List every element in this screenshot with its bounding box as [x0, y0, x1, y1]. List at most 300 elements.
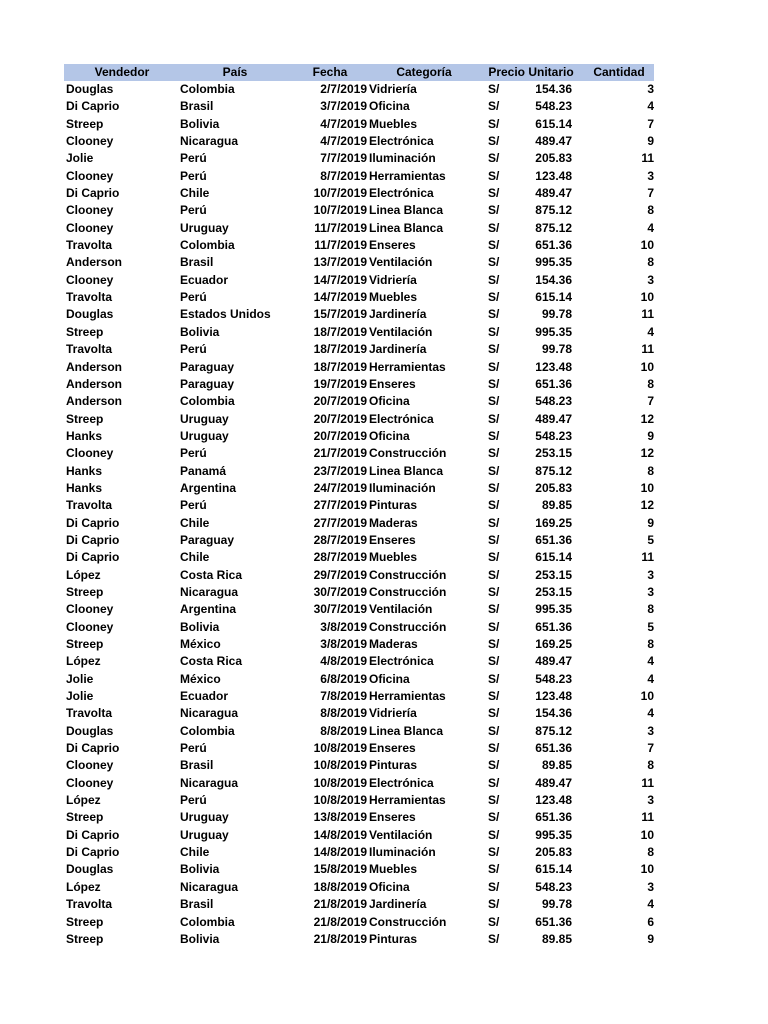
cell-moneda[interactable]: S/: [488, 272, 500, 287]
cell-categoria[interactable]: Vidriería: [369, 272, 417, 287]
cell-moneda[interactable]: S/: [488, 203, 500, 218]
cell-moneda[interactable]: S/: [488, 827, 500, 842]
cell-precio-unitario[interactable]: 875.12: [535, 723, 572, 738]
cell-pais[interactable]: Ecuador: [180, 272, 229, 287]
cell-fecha[interactable]: 8/8/2019: [320, 706, 367, 721]
cell-pais[interactable]: Nicaragua: [180, 134, 239, 149]
cell-fecha[interactable]: 14/8/2019: [313, 845, 367, 860]
cell-fecha[interactable]: 15/8/2019: [313, 862, 367, 877]
cell-fecha[interactable]: 20/7/2019: [313, 411, 367, 426]
cell-precio-unitario[interactable]: 615.14: [535, 116, 572, 131]
cell-pais[interactable]: Paraguay: [180, 376, 235, 391]
cell-vendedor[interactable]: Di Caprio: [66, 532, 120, 547]
cell-precio-unitario[interactable]: 548.23: [535, 394, 572, 409]
cell-precio-unitario[interactable]: 154.36: [535, 272, 572, 287]
cell-precio-unitario[interactable]: 99.78: [541, 307, 572, 322]
cell-pais[interactable]: Colombia: [180, 238, 235, 253]
cell-precio-unitario[interactable]: 169.25: [535, 515, 572, 530]
cell-vendedor[interactable]: Travolta: [66, 706, 113, 721]
header-vendedor[interactable]: Vendedor: [94, 65, 150, 79]
cell-moneda[interactable]: S/: [488, 758, 500, 773]
cell-categoria[interactable]: Jardinería: [369, 342, 427, 357]
cell-moneda[interactable]: S/: [488, 82, 500, 96]
cell-fecha[interactable]: 10/8/2019: [313, 775, 367, 790]
cell-pais[interactable]: Costa Rica: [180, 654, 243, 669]
cell-precio-unitario[interactable]: 123.48: [535, 359, 572, 374]
cell-categoria[interactable]: Muebles: [369, 550, 418, 565]
cell-precio-unitario[interactable]: 89.85: [541, 931, 572, 946]
cell-fecha[interactable]: 10/8/2019: [313, 758, 367, 773]
cell-categoria[interactable]: Jardinería: [369, 307, 427, 322]
cell-vendedor[interactable]: Streep: [66, 584, 104, 599]
cell-precio-unitario[interactable]: 651.36: [535, 238, 572, 253]
cell-fecha[interactable]: 18/8/2019: [313, 879, 367, 894]
cell-precio-unitario[interactable]: 205.83: [535, 480, 572, 495]
cell-fecha[interactable]: 10/7/2019: [313, 203, 367, 218]
cell-pais[interactable]: Colombia: [180, 914, 235, 929]
cell-vendedor[interactable]: Clooney: [66, 272, 114, 287]
cell-cantidad[interactable]: 12: [640, 411, 654, 426]
cell-fecha[interactable]: 21/7/2019: [313, 446, 367, 461]
cell-fecha[interactable]: 11/7/2019: [314, 220, 367, 235]
cell-moneda[interactable]: S/: [488, 134, 500, 149]
cell-fecha[interactable]: 10/8/2019: [313, 741, 367, 756]
cell-precio-unitario[interactable]: 89.85: [541, 758, 572, 773]
cell-fecha[interactable]: 30/7/2019: [313, 584, 367, 599]
cell-vendedor[interactable]: Di Caprio: [66, 515, 120, 530]
cell-fecha[interactable]: 7/7/2019: [320, 151, 367, 166]
cell-moneda[interactable]: S/: [488, 689, 500, 704]
cell-cantidad[interactable]: 10: [640, 862, 654, 877]
cell-categoria[interactable]: Electrónica: [369, 411, 434, 426]
cell-moneda[interactable]: S/: [488, 359, 500, 374]
cell-cantidad[interactable]: 3: [647, 723, 654, 738]
cell-pais[interactable]: Perú: [180, 168, 207, 183]
cell-pais[interactable]: Estados Unidos: [180, 307, 271, 322]
cell-pais[interactable]: Uruguay: [180, 411, 229, 426]
cell-precio-unitario[interactable]: 615.14: [535, 550, 572, 565]
cell-categoria[interactable]: Enseres: [369, 810, 416, 825]
cell-fecha[interactable]: 8/7/2019: [320, 168, 367, 183]
cell-precio-unitario[interactable]: 253.15: [535, 446, 572, 461]
cell-precio-unitario[interactable]: 651.36: [535, 532, 572, 547]
cell-vendedor[interactable]: Travolta: [66, 342, 113, 357]
cell-vendedor[interactable]: Clooney: [66, 602, 114, 617]
cell-categoria[interactable]: Oficina: [369, 99, 410, 114]
cell-cantidad[interactable]: 10: [640, 689, 654, 704]
cell-categoria[interactable]: Vidriería: [369, 706, 417, 721]
cell-precio-unitario[interactable]: 995.35: [535, 827, 572, 842]
cell-pais[interactable]: Brasil: [180, 897, 214, 912]
cell-categoria[interactable]: Maderas: [369, 515, 418, 530]
header-fecha[interactable]: Fecha: [312, 65, 348, 79]
cell-vendedor[interactable]: López: [66, 793, 101, 808]
cell-precio-unitario[interactable]: 548.23: [535, 99, 572, 114]
cell-cantidad[interactable]: 4: [647, 99, 654, 114]
cell-vendedor[interactable]: Streep: [66, 914, 104, 929]
cell-vendedor[interactable]: Jolie: [66, 151, 94, 166]
cell-precio-unitario[interactable]: 875.12: [535, 203, 572, 218]
cell-categoria[interactable]: Iluminación: [369, 151, 436, 166]
cell-cantidad[interactable]: 3: [647, 567, 654, 582]
cell-pais[interactable]: Chile: [180, 845, 210, 860]
cell-moneda[interactable]: S/: [488, 862, 500, 877]
cell-fecha[interactable]: 14/7/2019: [313, 272, 367, 287]
cell-categoria[interactable]: Construcción: [369, 446, 447, 461]
header-cantidad[interactable]: Cantidad: [593, 65, 645, 79]
cell-vendedor[interactable]: Travolta: [66, 897, 113, 912]
cell-categoria[interactable]: Construcción: [369, 619, 447, 634]
cell-moneda[interactable]: S/: [488, 741, 500, 756]
cell-precio-unitario[interactable]: 875.12: [535, 220, 572, 235]
cell-pais[interactable]: Perú: [180, 741, 207, 756]
cell-pais[interactable]: Perú: [180, 203, 207, 218]
cell-categoria[interactable]: Electrónica: [369, 186, 434, 201]
cell-pais[interactable]: Perú: [180, 498, 207, 513]
cell-pais[interactable]: Brasil: [180, 758, 214, 773]
cell-cantidad[interactable]: 9: [647, 428, 654, 443]
cell-precio-unitario[interactable]: 875.12: [535, 463, 572, 478]
cell-pais[interactable]: Brasil: [180, 255, 214, 270]
cell-vendedor[interactable]: Di Caprio: [66, 550, 120, 565]
cell-precio-unitario[interactable]: 995.35: [535, 324, 572, 339]
cell-vendedor[interactable]: Anderson: [66, 359, 123, 374]
cell-fecha[interactable]: 24/7/2019: [313, 480, 367, 495]
cell-vendedor[interactable]: Di Caprio: [66, 186, 120, 201]
cell-categoria[interactable]: Muebles: [369, 116, 418, 131]
cell-categoria[interactable]: Maderas: [369, 637, 418, 651]
cell-fecha[interactable]: 21/8/2019: [313, 897, 367, 912]
cell-moneda[interactable]: S/: [488, 515, 500, 530]
cell-cantidad[interactable]: 3: [647, 168, 654, 183]
cell-cantidad[interactable]: 3: [647, 584, 654, 599]
cell-cantidad[interactable]: 8: [647, 845, 654, 860]
cell-precio-unitario[interactable]: 205.83: [535, 845, 572, 860]
cell-cantidad[interactable]: 3: [647, 879, 654, 894]
cell-moneda[interactable]: S/: [488, 914, 500, 929]
cell-cantidad[interactable]: 8: [647, 602, 654, 617]
cell-vendedor[interactable]: Clooney: [66, 220, 114, 235]
cell-pais[interactable]: Colombia: [180, 82, 235, 96]
cell-fecha[interactable]: 20/7/2019: [313, 394, 367, 409]
cell-cantidad[interactable]: 12: [640, 498, 654, 513]
cell-fecha[interactable]: 10/7/2019: [313, 186, 367, 201]
cell-cantidad[interactable]: 7: [647, 394, 654, 409]
cell-moneda[interactable]: S/: [488, 342, 500, 357]
cell-fecha[interactable]: 4/8/2019: [320, 654, 367, 669]
cell-vendedor[interactable]: Di Caprio: [66, 99, 120, 114]
cell-cantidad[interactable]: 7: [647, 741, 654, 756]
cell-vendedor[interactable]: Streep: [66, 931, 104, 946]
cell-moneda[interactable]: S/: [488, 394, 500, 409]
cell-cantidad[interactable]: 10: [640, 290, 654, 305]
cell-categoria[interactable]: Oficina: [369, 394, 410, 409]
cell-categoria[interactable]: Enseres: [369, 741, 416, 756]
cell-moneda[interactable]: S/: [488, 931, 500, 946]
cell-cantidad[interactable]: 9: [647, 931, 654, 946]
cell-categoria[interactable]: Ventilación: [369, 602, 433, 617]
cell-moneda[interactable]: S/: [488, 637, 500, 651]
cell-cantidad[interactable]: 4: [647, 220, 654, 235]
cell-categoria[interactable]: Construcción: [369, 567, 447, 582]
cell-vendedor[interactable]: Hanks: [66, 428, 103, 443]
cell-categoria[interactable]: Pinturas: [369, 498, 418, 513]
cell-vendedor[interactable]: Streep: [66, 637, 104, 651]
cell-categoria[interactable]: Jardinería: [369, 897, 427, 912]
cell-categoria[interactable]: Ventilación: [369, 255, 433, 270]
cell-pais[interactable]: Bolivia: [180, 116, 220, 131]
cell-pais[interactable]: Paraguay: [180, 359, 235, 374]
cell-cantidad[interactable]: 11: [641, 151, 654, 166]
cell-pais[interactable]: Costa Rica: [180, 567, 243, 582]
cell-moneda[interactable]: S/: [488, 411, 500, 426]
cell-categoria[interactable]: Enseres: [369, 376, 416, 391]
cell-fecha[interactable]: 2/7/2019: [320, 82, 367, 96]
cell-categoria[interactable]: Oficina: [369, 428, 410, 443]
cell-categoria[interactable]: Ventilación: [369, 827, 433, 842]
cell-vendedor[interactable]: Di Caprio: [66, 741, 120, 756]
cell-fecha[interactable]: 3/7/2019: [320, 99, 367, 114]
cell-cantidad[interactable]: 8: [647, 758, 654, 773]
cell-cantidad[interactable]: 5: [647, 532, 654, 547]
cell-cantidad[interactable]: 10: [640, 480, 654, 495]
cell-moneda[interactable]: S/: [488, 238, 500, 253]
cell-categoria[interactable]: Oficina: [369, 879, 410, 894]
cell-vendedor[interactable]: Di Caprio: [66, 827, 120, 842]
cell-categoria[interactable]: Linea Blanca: [369, 463, 444, 478]
cell-categoria[interactable]: Herramientas: [369, 689, 446, 704]
cell-pais[interactable]: Perú: [180, 151, 207, 166]
cell-categoria[interactable]: Construcción: [369, 914, 447, 929]
cell-moneda[interactable]: S/: [488, 446, 500, 461]
cell-precio-unitario[interactable]: 615.14: [535, 290, 572, 305]
cell-moneda[interactable]: S/: [488, 463, 500, 478]
cell-vendedor[interactable]: Streep: [66, 116, 104, 131]
cell-pais[interactable]: México: [180, 671, 221, 686]
cell-cantidad[interactable]: 6: [647, 914, 654, 929]
cell-pais[interactable]: Paraguay: [180, 532, 235, 547]
cell-categoria[interactable]: Vidriería: [369, 82, 417, 96]
cell-pais[interactable]: Colombia: [180, 394, 235, 409]
cell-cantidad[interactable]: 4: [647, 897, 654, 912]
cell-fecha[interactable]: 14/7/2019: [313, 290, 367, 305]
cell-categoria[interactable]: Electrónica: [369, 134, 434, 149]
cell-precio-unitario[interactable]: 651.36: [535, 619, 572, 634]
cell-moneda[interactable]: S/: [488, 255, 500, 270]
cell-fecha[interactable]: 18/7/2019: [313, 324, 367, 339]
cell-vendedor[interactable]: Streep: [66, 810, 104, 825]
cell-pais[interactable]: Brasil: [180, 99, 214, 114]
cell-categoria[interactable]: Enseres: [369, 238, 416, 253]
cell-vendedor[interactable]: Clooney: [66, 619, 114, 634]
cell-cantidad[interactable]: 4: [647, 654, 654, 669]
header-pais[interactable]: País: [222, 65, 248, 79]
cell-cantidad[interactable]: 4: [647, 671, 654, 686]
cell-precio-unitario[interactable]: 169.25: [535, 637, 572, 651]
cell-cantidad[interactable]: 11: [641, 342, 654, 357]
cell-moneda[interactable]: S/: [488, 324, 500, 339]
cell-cantidad[interactable]: 7: [647, 186, 654, 201]
cell-pais[interactable]: Nicaragua: [180, 775, 239, 790]
cell-vendedor[interactable]: Douglas: [66, 723, 114, 738]
cell-moneda[interactable]: S/: [488, 654, 500, 669]
cell-precio-unitario[interactable]: 548.23: [535, 879, 572, 894]
cell-vendedor[interactable]: Clooney: [66, 446, 114, 461]
cell-fecha[interactable]: 15/7/2019: [313, 307, 367, 322]
cell-fecha[interactable]: 4/7/2019: [320, 116, 367, 131]
cell-precio-unitario[interactable]: 651.36: [535, 810, 572, 825]
cell-categoria[interactable]: Iluminación: [369, 845, 436, 860]
cell-precio-unitario[interactable]: 489.47: [535, 411, 572, 426]
cell-precio-unitario[interactable]: 489.47: [535, 134, 572, 149]
cell-categoria[interactable]: Electrónica: [369, 654, 434, 669]
cell-pais[interactable]: Argentina: [180, 480, 237, 495]
cell-vendedor[interactable]: Douglas: [66, 307, 114, 322]
cell-precio-unitario[interactable]: 123.48: [535, 168, 572, 183]
cell-categoria[interactable]: Linea Blanca: [369, 723, 444, 738]
cell-categoria[interactable]: Pinturas: [369, 758, 418, 773]
cell-precio-unitario[interactable]: 123.48: [535, 689, 572, 704]
cell-precio-unitario[interactable]: 154.36: [535, 82, 572, 96]
cell-moneda[interactable]: S/: [488, 99, 500, 114]
cell-pais[interactable]: Nicaragua: [180, 584, 239, 599]
cell-vendedor[interactable]: Hanks: [66, 463, 103, 478]
cell-fecha[interactable]: 13/7/2019: [313, 255, 367, 270]
cell-vendedor[interactable]: Streep: [66, 411, 104, 426]
cell-pais[interactable]: Chile: [180, 550, 210, 565]
cell-moneda[interactable]: S/: [488, 532, 500, 547]
cell-cantidad[interactable]: 8: [647, 637, 654, 651]
cell-vendedor[interactable]: Travolta: [66, 498, 113, 513]
cell-categoria[interactable]: Construcción: [369, 584, 447, 599]
cell-fecha[interactable]: 7/8/2019: [320, 689, 367, 704]
cell-moneda[interactable]: S/: [488, 879, 500, 894]
cell-fecha[interactable]: 4/7/2019: [320, 134, 367, 149]
cell-vendedor[interactable]: Clooney: [66, 203, 114, 218]
cell-precio-unitario[interactable]: 154.36: [535, 706, 572, 721]
cell-vendedor[interactable]: Clooney: [66, 758, 114, 773]
cell-precio-unitario[interactable]: 123.48: [535, 793, 572, 808]
cell-moneda[interactable]: S/: [488, 706, 500, 721]
cell-precio-unitario[interactable]: 651.36: [535, 914, 572, 929]
cell-vendedor[interactable]: Clooney: [66, 775, 114, 790]
cell-cantidad[interactable]: 4: [647, 324, 654, 339]
cell-precio-unitario[interactable]: 253.15: [535, 567, 572, 582]
cell-precio-unitario[interactable]: 489.47: [535, 654, 572, 669]
cell-pais[interactable]: Bolivia: [180, 324, 220, 339]
cell-vendedor[interactable]: Anderson: [66, 394, 123, 409]
cell-pais[interactable]: Uruguay: [180, 220, 229, 235]
cell-precio-unitario[interactable]: 99.78: [541, 897, 572, 912]
cell-moneda[interactable]: S/: [488, 897, 500, 912]
cell-categoria[interactable]: Iluminación: [369, 480, 436, 495]
cell-categoria[interactable]: Ventilación: [369, 324, 433, 339]
cell-fecha[interactable]: 27/7/2019: [313, 515, 367, 530]
cell-moneda[interactable]: S/: [488, 480, 500, 495]
cell-moneda[interactable]: S/: [488, 376, 500, 391]
cell-cantidad[interactable]: 10: [640, 238, 654, 253]
cell-cantidad[interactable]: 8: [647, 255, 654, 270]
cell-vendedor[interactable]: López: [66, 654, 101, 669]
cell-pais[interactable]: Perú: [180, 342, 207, 357]
cell-vendedor[interactable]: López: [66, 567, 101, 582]
cell-pais[interactable]: Nicaragua: [180, 706, 239, 721]
cell-moneda[interactable]: S/: [488, 550, 500, 565]
cell-categoria[interactable]: Herramientas: [369, 359, 446, 374]
cell-moneda[interactable]: S/: [488, 793, 500, 808]
cell-cantidad[interactable]: 4: [647, 706, 654, 721]
cell-categoria[interactable]: Electrónica: [369, 775, 434, 790]
cell-moneda[interactable]: S/: [488, 498, 500, 513]
header-categoria[interactable]: Categoría: [396, 65, 452, 79]
cell-precio-unitario[interactable]: 615.14: [535, 862, 572, 877]
cell-vendedor[interactable]: Travolta: [66, 238, 113, 253]
cell-cantidad[interactable]: 10: [640, 359, 654, 374]
cell-precio-unitario[interactable]: 489.47: [535, 775, 572, 790]
cell-precio-unitario[interactable]: 253.15: [535, 584, 572, 599]
cell-moneda[interactable]: S/: [488, 307, 500, 322]
cell-fecha[interactable]: 28/7/2019: [313, 532, 367, 547]
cell-moneda[interactable]: S/: [488, 723, 500, 738]
cell-fecha[interactable]: 29/7/2019: [313, 567, 367, 582]
cell-moneda[interactable]: S/: [488, 151, 500, 166]
cell-pais[interactable]: Bolivia: [180, 862, 220, 877]
cell-categoria[interactable]: Pinturas: [369, 931, 418, 946]
cell-categoria[interactable]: Muebles: [369, 290, 418, 305]
cell-fecha[interactable]: 8/8/2019: [320, 723, 367, 738]
cell-precio-unitario[interactable]: 651.36: [535, 376, 572, 391]
cell-pais[interactable]: Bolivia: [180, 619, 220, 634]
cell-precio-unitario[interactable]: 548.23: [535, 428, 572, 443]
cell-fecha[interactable]: 18/7/2019: [313, 359, 367, 374]
cell-pais[interactable]: Uruguay: [180, 827, 229, 842]
cell-vendedor[interactable]: Anderson: [66, 376, 123, 391]
cell-fecha[interactable]: 23/7/2019: [313, 463, 367, 478]
cell-vendedor[interactable]: Jolie: [66, 689, 94, 704]
cell-fecha[interactable]: 13/8/2019: [313, 810, 367, 825]
cell-vendedor[interactable]: Streep: [66, 324, 104, 339]
cell-vendedor[interactable]: Jolie: [66, 671, 94, 686]
cell-vendedor[interactable]: Douglas: [66, 862, 114, 877]
cell-fecha[interactable]: 11/7/2019: [314, 238, 367, 253]
cell-fecha[interactable]: 14/8/2019: [313, 827, 367, 842]
cell-moneda[interactable]: S/: [488, 567, 500, 582]
cell-fecha[interactable]: 21/8/2019: [313, 914, 367, 929]
header-precio-unitario[interactable]: Precio Unitario: [488, 65, 574, 79]
cell-fecha[interactable]: 28/7/2019: [313, 550, 367, 565]
cell-pais[interactable]: Argentina: [180, 602, 237, 617]
cell-moneda[interactable]: S/: [488, 168, 500, 183]
cell-moneda[interactable]: S/: [488, 220, 500, 235]
cell-moneda[interactable]: S/: [488, 290, 500, 305]
cell-moneda[interactable]: S/: [488, 775, 500, 790]
cell-precio-unitario[interactable]: 995.35: [535, 255, 572, 270]
cell-categoria[interactable]: Herramientas: [369, 168, 446, 183]
cell-categoria[interactable]: Herramientas: [369, 793, 446, 808]
cell-cantidad[interactable]: 10: [640, 827, 654, 842]
cell-cantidad[interactable]: 9: [647, 134, 654, 149]
cell-precio-unitario[interactable]: 995.35: [535, 602, 572, 617]
cell-fecha[interactable]: 27/7/2019: [313, 498, 367, 513]
cell-vendedor[interactable]: López: [66, 879, 101, 894]
cell-vendedor[interactable]: Di Caprio: [66, 845, 120, 860]
cell-moneda[interactable]: S/: [488, 584, 500, 599]
cell-precio-unitario[interactable]: 205.83: [535, 151, 572, 166]
cell-cantidad[interactable]: 11: [641, 550, 654, 565]
cell-moneda[interactable]: S/: [488, 845, 500, 860]
cell-vendedor[interactable]: Clooney: [66, 168, 114, 183]
cell-cantidad[interactable]: 3: [647, 272, 654, 287]
